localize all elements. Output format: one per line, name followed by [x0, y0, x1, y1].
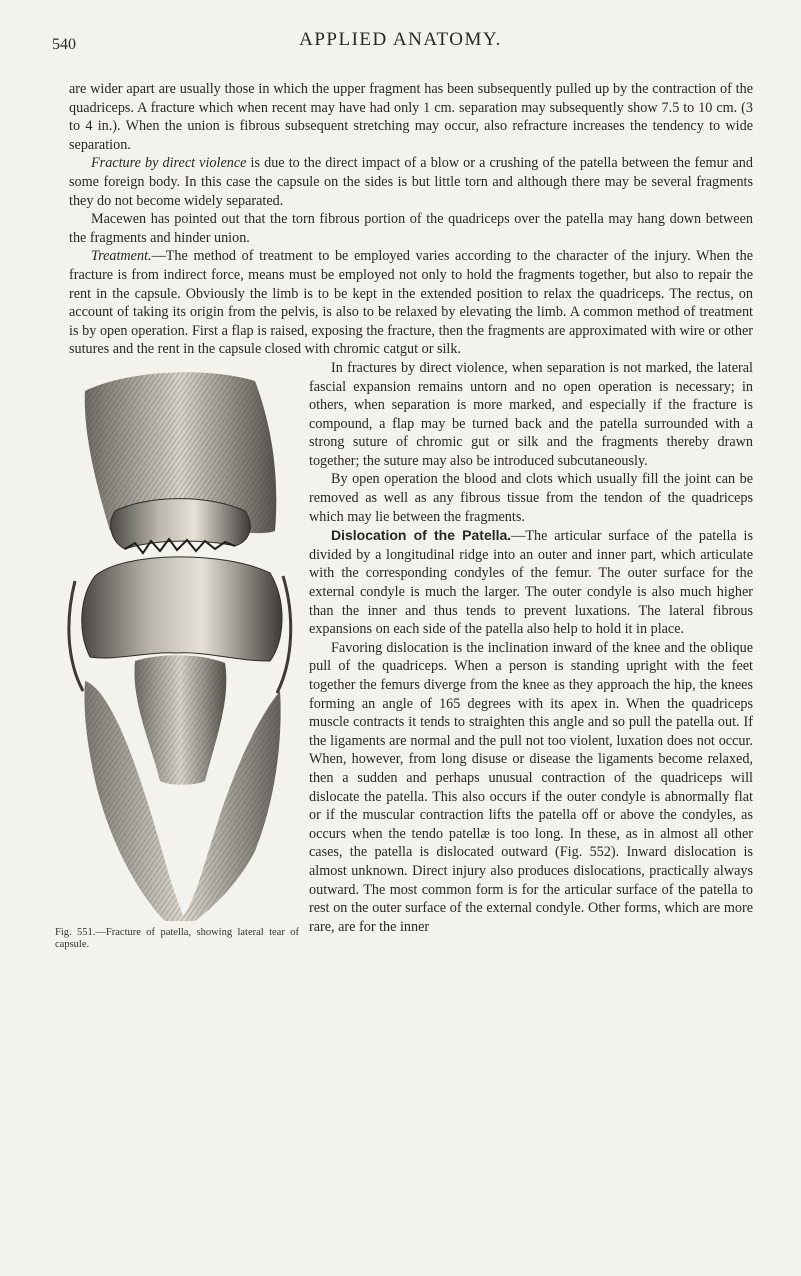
section-heading: Dislocation of the Patella.: [331, 527, 512, 544]
knee-fracture-illustration: [55, 361, 299, 921]
paragraph: [69, 247, 753, 359]
paragraph-text: is due to the direct impact of a blow or a crushing of the patella between the femur and some foreign body. In this case the capsule on the sides is but little torn and although there may be several fragments they do not become widely separated.: [69, 155, 753, 209]
body-text: [55, 80, 753, 958]
paragraph-text: —The articular surface of the patella is divided by a longitudinal ridge into an outer and inner part, which articulate with the corresponding condyles of the femur. The outer surface for the external condyle is much the larger. The outer condyle is also much higher than the inner and thus tends to prevent luxations. The lateral fibrous expansions on each side of the patella also help to hold it in place.: [309, 528, 753, 638]
paragraph: Macewen has pointed out that the torn fibrous portion of the quadriceps over the patella may hang down between the fragments and hinder union.: [69, 211, 753, 246]
paragraph: Favoring dislocation is the inclination inward of the knee and the oblique pull of the quadriceps. When a person is standing upright with the feet together the femurs diverge from the knee as they approach the hip, the knees forming an angle of 165 degrees with its apex in. When the quadriceps muscle contracts it tends to straighten this angle and so pull the patella out. If the ligaments are normal and the pull not too violent, luxation does not occur. When, however, from long disuse or disease the ligaments become relaxed, then a sudden and perhaps unusual contraction of the quadriceps will dislocate the patella. This also occurs if the outer condyle is abnormally flat or if the muscular contraction lifts the patella off or above the condyles, as occurs when the tendo patellæ is too long. In these, as in almost all other cases, the patella is dislocated outward (Fig. 552). Inward dislocation is almost unknown. Direct injury also produces dislocations, practically always outward. The most common form is for the articular surface of the patella to rest on the outer surface of the external condyle. Other forms, which are more rare, are for the inner: [309, 639, 753, 935]
paragraph: In fractures by direct violence, when separation is not marked, the lateral fascial expansion remains untorn and no open operation is necessary; in others, when separation is more marked, and especially if the fracture is compound, a flap may be turned back and the patella surrounded with a strong suture of chromic gut or silk and the fragments thereby drawn together; the suture may also be introduced subcutaneously.: [309, 359, 753, 469]
page-number: 540: [52, 36, 76, 53]
paragraph-text: —The method of treatment to be employed varies according to the character of the injury. When the fracture is from indirect force, means must be employed not only to hold the fragments together, but also to repair the rent in the capsule. Obviously the limb is to be kept in the extended position to relax the quadriceps. The rectus, on account of taking its origin from the pelvis, is also to be relaxed by elevating the limb. A common method of treatment is by open operation. First a flap is raised, exposing the fracture, then the fragments are approximated with wire or other sutures and the rent in the capsule closed with chromic catgut or silk.: [69, 248, 753, 358]
paragraph: [69, 154, 753, 210]
page-header: [0, 28, 801, 58]
figure-551: [55, 361, 299, 958]
figure-number: Fig. 551.: [55, 926, 96, 938]
paragraph: By open operation the blood and clots which usually fill the joint can be removed as well as any fibrous tissue from the tendon of the quadriceps which may lie between the fragments.: [309, 471, 753, 525]
italic-lead: Treatment.: [91, 248, 152, 265]
running-head: APPLIED ANATOMY.: [299, 29, 502, 50]
figure-caption: [55, 927, 299, 951]
caption-text: —Fracture of patella, showing lateral tear of capsule.: [55, 926, 299, 950]
paragraph: are wider apart are usually those in which the upper fragment has been subsequently pulled up by the contraction of the quadriceps. A fracture which when recent may have had only 1 cm. separation may subsequently show 7.5 to 10 cm. (3 to 4 in.). When the union is fibrous subsequent stretching may occur, also refracture increases the tendency to wide separation.: [69, 81, 753, 153]
italic-lead: Fracture by direct violence: [91, 155, 247, 172]
